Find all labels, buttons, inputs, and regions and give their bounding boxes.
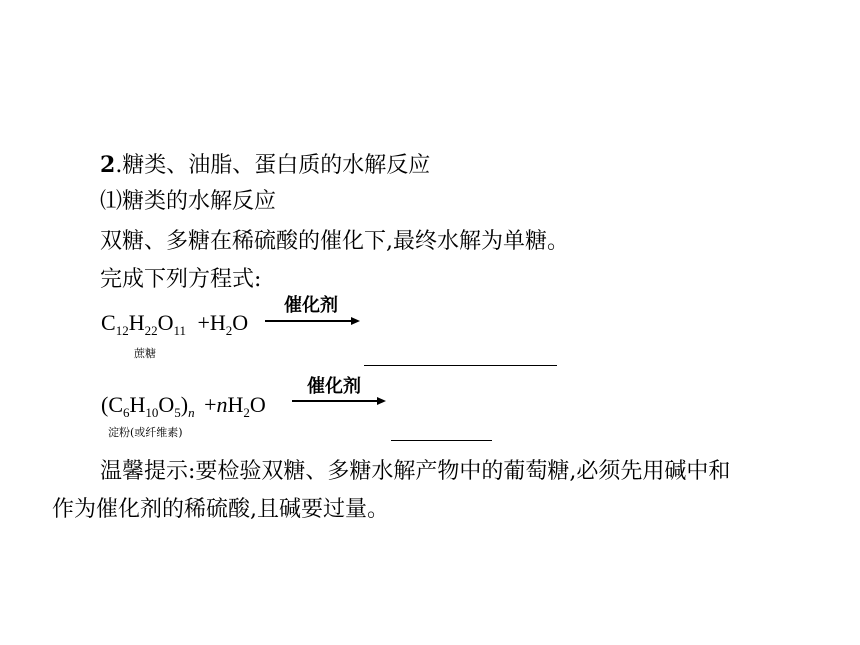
tip-line-2: 作为催化剂的稀硫酸,且碱要过量。 [52, 497, 389, 522]
tip-line-1: 温馨提示:要检验双糖、多糖水解产物中的葡萄糖,必须先用碱中和 [100, 459, 731, 484]
reaction-arrow-1 [265, 320, 353, 322]
arrow-head-icon [351, 317, 360, 325]
section-heading [100, 151, 430, 180]
paragraph-instruction: 完成下列方程式: [100, 267, 262, 292]
section-heading-text: .糖类、油脂、蛋白质的水解反应 [115, 153, 431, 178]
catalyst-label-2: 催化剂 [307, 376, 361, 397]
answer-blank-2[interactable] [391, 440, 492, 441]
reaction-arrow-2 [292, 400, 379, 402]
sub-heading: ⑴糖类的水解反应 [100, 189, 277, 214]
equation-starch: $(C_6H_{10}O_5)_n +nH_2O$ [101, 392, 266, 420]
paragraph-hydrolysis: 双糖、多糖在稀硫酸的催化下,最终水解为单糖。 [100, 229, 569, 254]
equation-sucrose: $C_{12}H_{22}O_{11} +H_2O$ [101, 310, 249, 338]
starch-label: 淀粉(或纤维素) [108, 426, 183, 439]
arrow-head-icon [377, 397, 386, 405]
catalyst-label-1: 催化剂 [284, 295, 338, 316]
sucrose-label: 蔗糖 [134, 347, 156, 360]
answer-blank-1[interactable] [364, 365, 557, 366]
section-number: 2 [100, 152, 116, 178]
